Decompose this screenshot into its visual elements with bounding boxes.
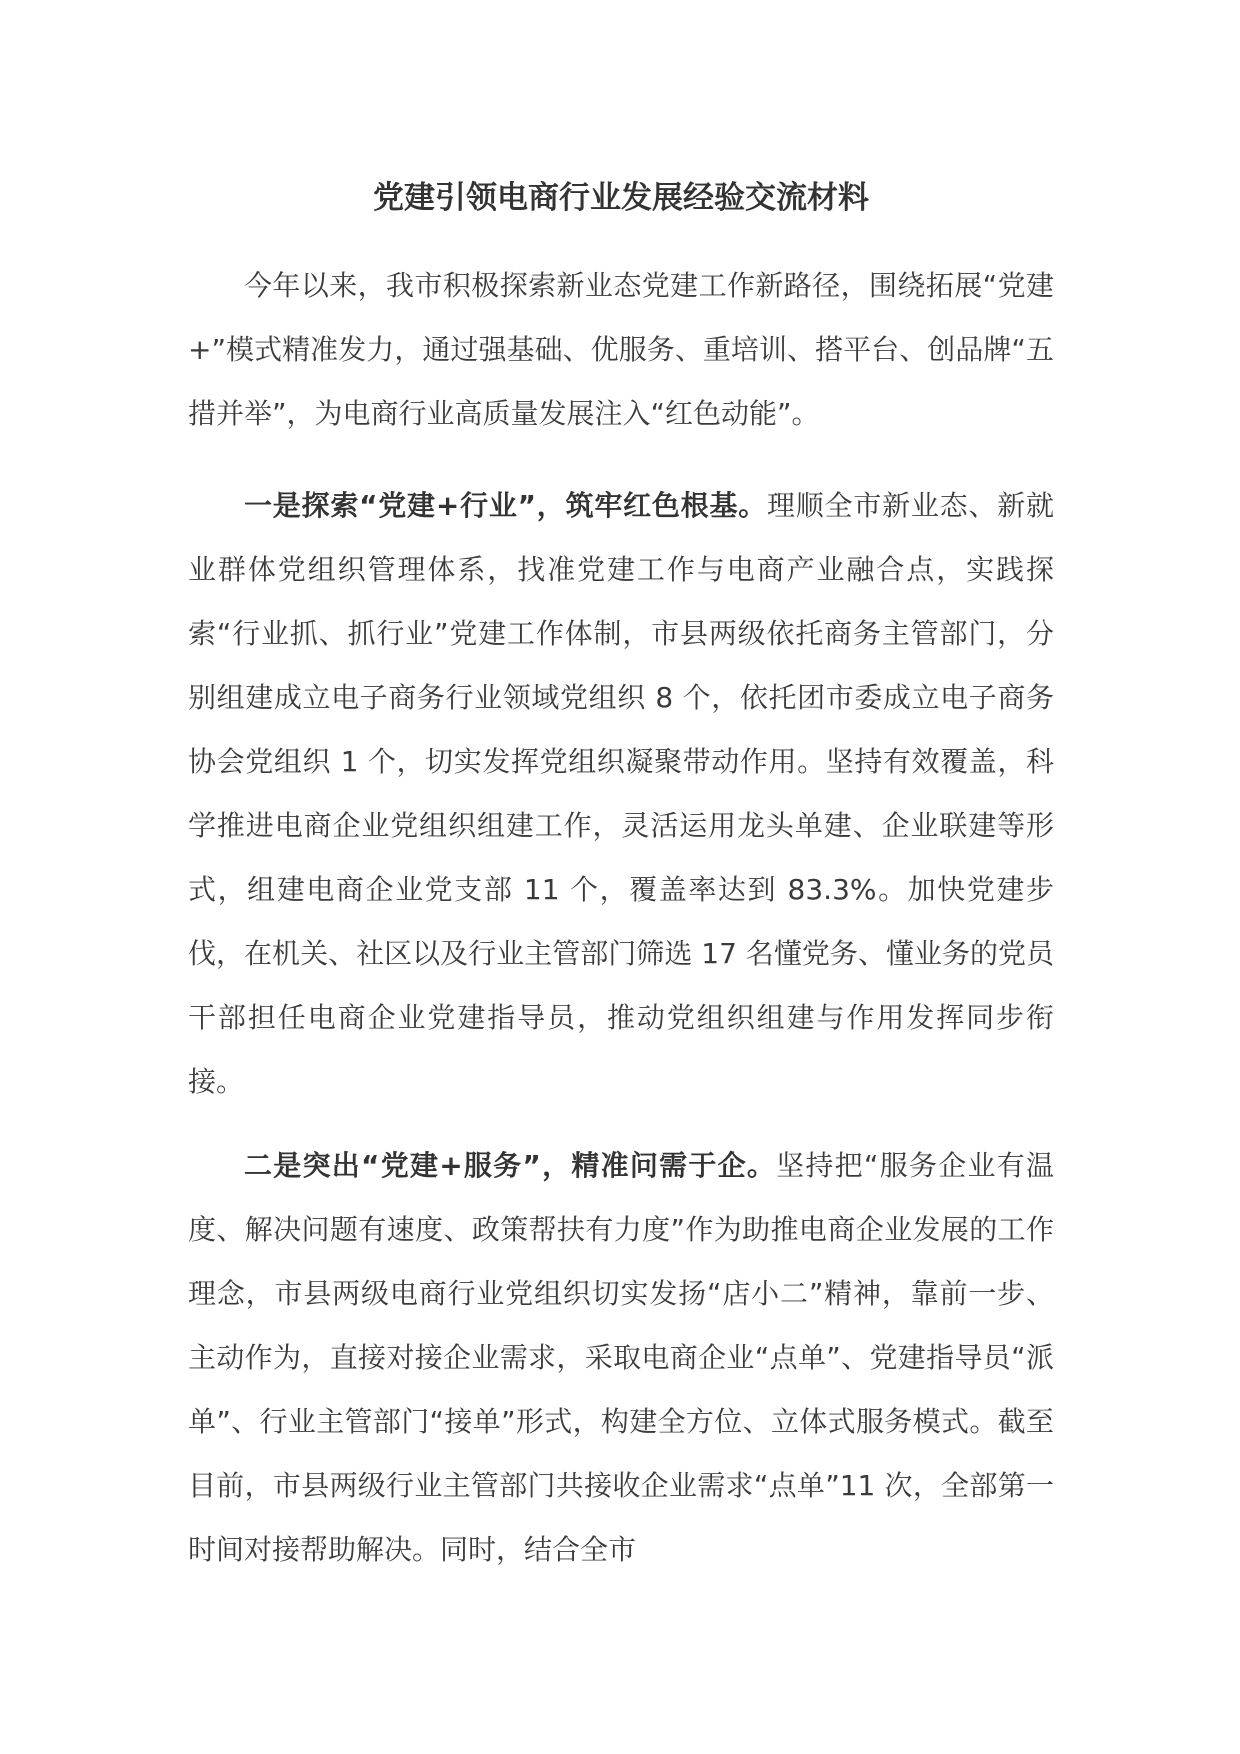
section-1-body: 理顺全市新业态、新就业群体党组织管理体系，找准党建工作与电商产业融合点，实践探索“行业抓、抓行业”党建工作体制，市县两级依托商务主管部门，分别组建成立电子商务行业领域党组织 8 个，依托团市委成立电子商务协会党组织 1 个，切实发挥党组织凝聚带动作用。坚持有效覆盖，科学推进电商企业党组织组建工作，灵活运用龙头单建、企业联建等形式，组建电商企业党支部 11 个，覆盖率达到 83.3%。加快党建步伐，在机关、社区以及行业主管部门筛选 17 名懂党务、懂业务的党员干部担任电商企业党建指导员，推动党组织组建与作用发挥同步衔接。 [188, 489, 1054, 1098]
document-page [188, 160, 1054, 1602]
section-paragraph-1 [188, 474, 1054, 1114]
document-title: 党建引领电商行业发展经验交流材料 [373, 180, 869, 216]
section-1-heading: 一是探索“党建+行业”，筑牢红色根基。 [244, 489, 767, 522]
section-2-body: 坚持把“服务企业有温度、解决问题有速度、政策帮扶有力度”作为助推电商企业发展的工作理念，市县两级电商行业党组织切实发扬“店小二”精神，靠前一步、主动作为，直接对接企业需求，采取电商企业“点单”、党建指导员“派单”、行业主管部门“接单”形式，构建全方位、立体式服务模式。截至目前，市县两级行业主管部门共接收企业需求“点单”11 次，全部第一时间对接帮助解决。同时，结合全市 [188, 1149, 1054, 1566]
intro-paragraph: 今年以来，我市积极探索新业态党建工作新路径，围绕拓展“党建+”模式精准发力，通过强基础、优服务、重培训、搭平台、创品牌“五措并举”，为电商行业高质量发展注入“红色动能”。 [188, 269, 1054, 430]
section-2-heading: 二是突出“党建+服务”，精准问需于企。 [244, 1149, 777, 1182]
section-paragraph-2 [188, 1134, 1054, 1582]
